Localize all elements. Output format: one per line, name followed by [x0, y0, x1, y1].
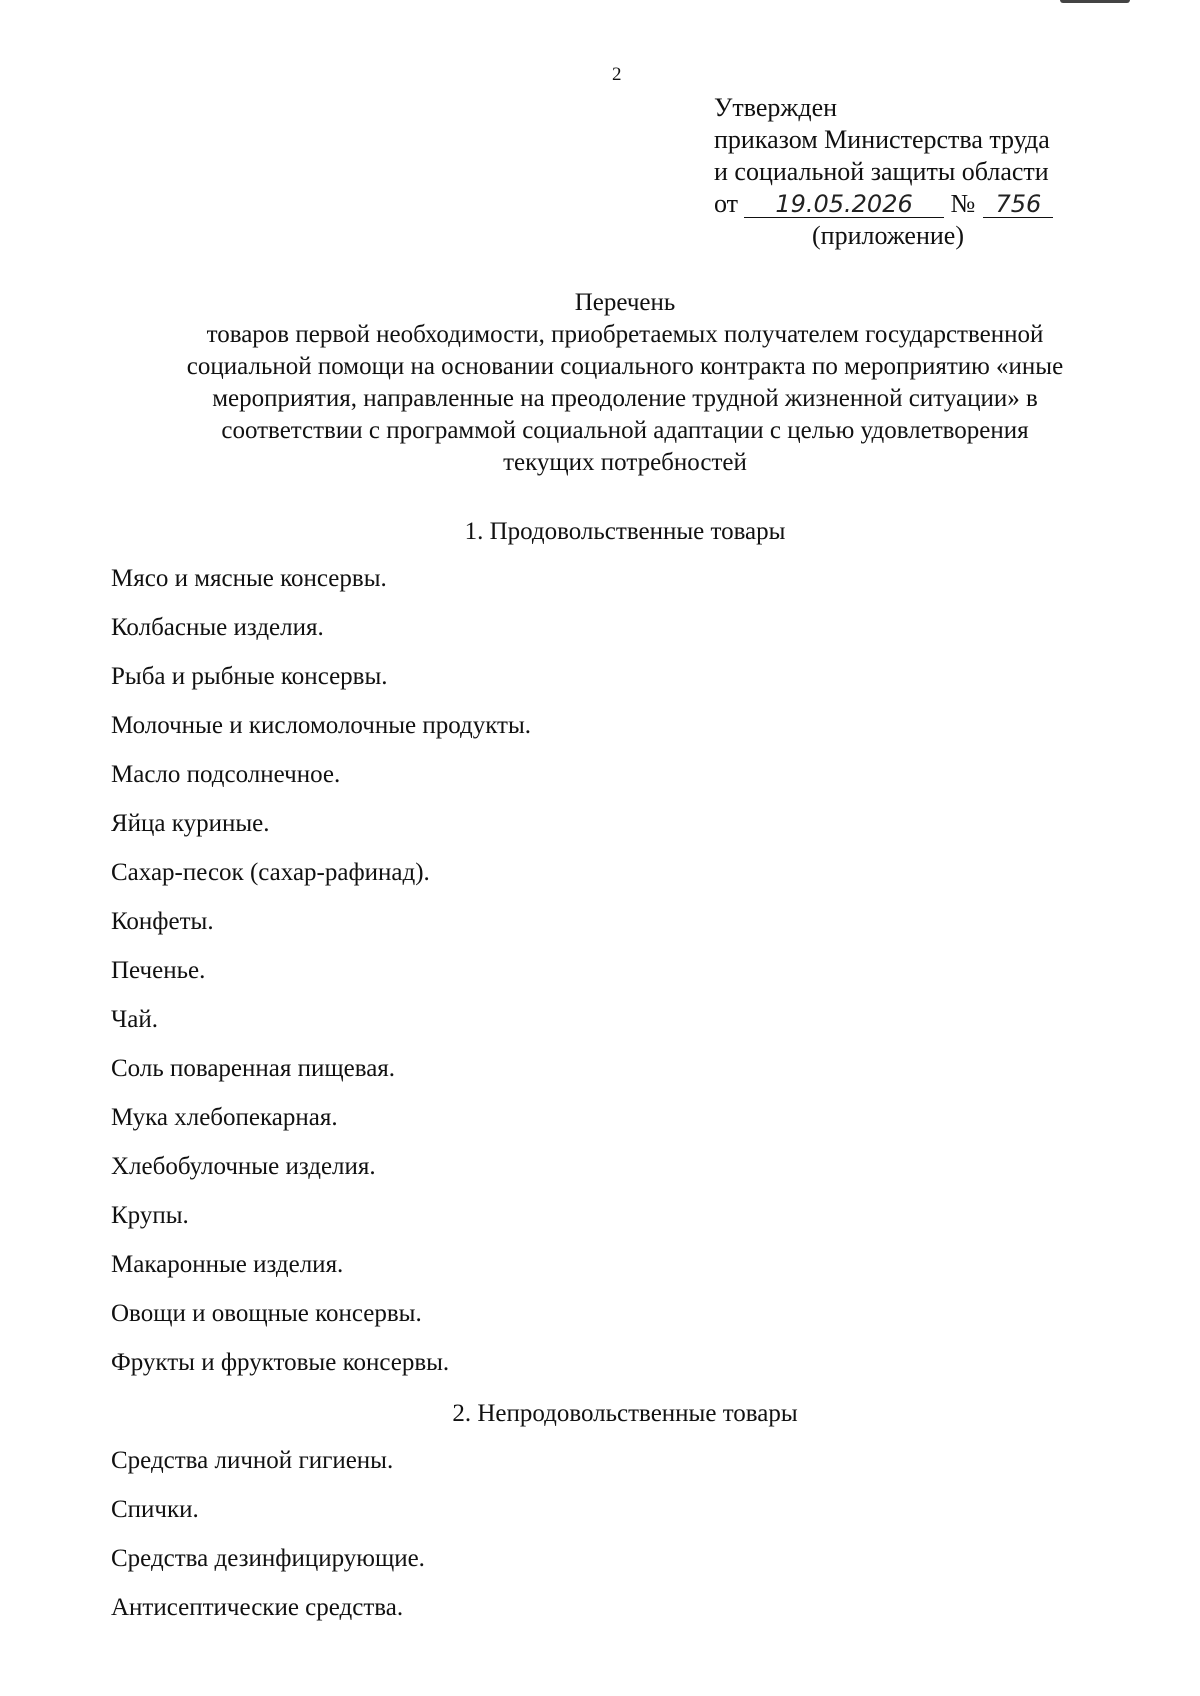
list-item: Колбасные изделия. — [111, 614, 324, 641]
scan-artifact-mark — [1060, 0, 1130, 3]
handwritten-number: 756 — [983, 191, 1053, 218]
list-item: Рыба и рыбные консервы. — [111, 663, 388, 690]
list-item: Сахар-песок (сахар-рафинад). — [111, 859, 430, 886]
handwritten-date: 19.05.2026 — [744, 191, 944, 218]
list-item: Антисептические средства. — [111, 1594, 404, 1621]
section-1-heading: 1. Продовольственные товары — [464, 518, 786, 545]
approval-line-2: приказом Министерства труда — [714, 125, 1050, 154]
appendix-label: (приложение) — [812, 221, 965, 250]
list-item: Средства дезинфицирующие. — [111, 1545, 425, 1572]
list-item: Средства личной гигиены. — [111, 1447, 394, 1474]
page-number: 2 — [612, 64, 622, 85]
document-heading: Перечень — [574, 289, 676, 316]
document-title-block — [110, 287, 1140, 479]
approval-line-1: Утвержден — [714, 93, 838, 122]
list-item: Хлебобулочные изделия. — [111, 1153, 376, 1180]
list-item: Фрукты и фруктовые консервы. — [111, 1349, 450, 1376]
list-item: Овощи и овощные консервы. — [111, 1300, 422, 1327]
approval-date-number-line — [714, 188, 1053, 220]
list-item: Конфеты. — [111, 908, 214, 935]
list-item: Яйца куриные. — [111, 810, 270, 837]
list-item: Соль поваренная пищевая. — [111, 1055, 396, 1082]
list-item: Макаронные изделия. — [111, 1251, 344, 1278]
approval-stamp-block — [714, 92, 1053, 252]
title-line-3: мероприятия, направленные на преодоление трудной жизненной ситуации» в — [212, 385, 1038, 412]
list-item: Молочные и кисломолочные продукты. — [111, 712, 532, 739]
list-item: Масло подсолнечное. — [111, 761, 341, 788]
section-2-heading: 2. Непродовольственные товары — [452, 1400, 798, 1427]
list-item: Мука хлебопекарная. — [111, 1104, 338, 1131]
list-item: Чай. — [111, 1006, 158, 1033]
title-line-1: товаров первой необходимости, приобретаемых получателем государственной — [206, 321, 1044, 348]
list-item: Печенье. — [111, 957, 206, 984]
list-item: Мясо и мясные консервы. — [111, 565, 387, 592]
approval-line-3: и социальной защиты области — [714, 157, 1049, 186]
list-item: Крупы. — [111, 1202, 189, 1229]
title-line-2: социальной помощи на основании социального контракта по мероприятию «иные — [186, 353, 1064, 380]
date-prefix: от — [714, 189, 739, 218]
title-line-5: текущих потребностей — [503, 449, 747, 476]
list-item: Спички. — [111, 1496, 199, 1523]
title-line-4: соответствии с программой социальной адаптации с целью удовлетворения — [221, 417, 1029, 444]
number-prefix: № — [950, 189, 976, 218]
